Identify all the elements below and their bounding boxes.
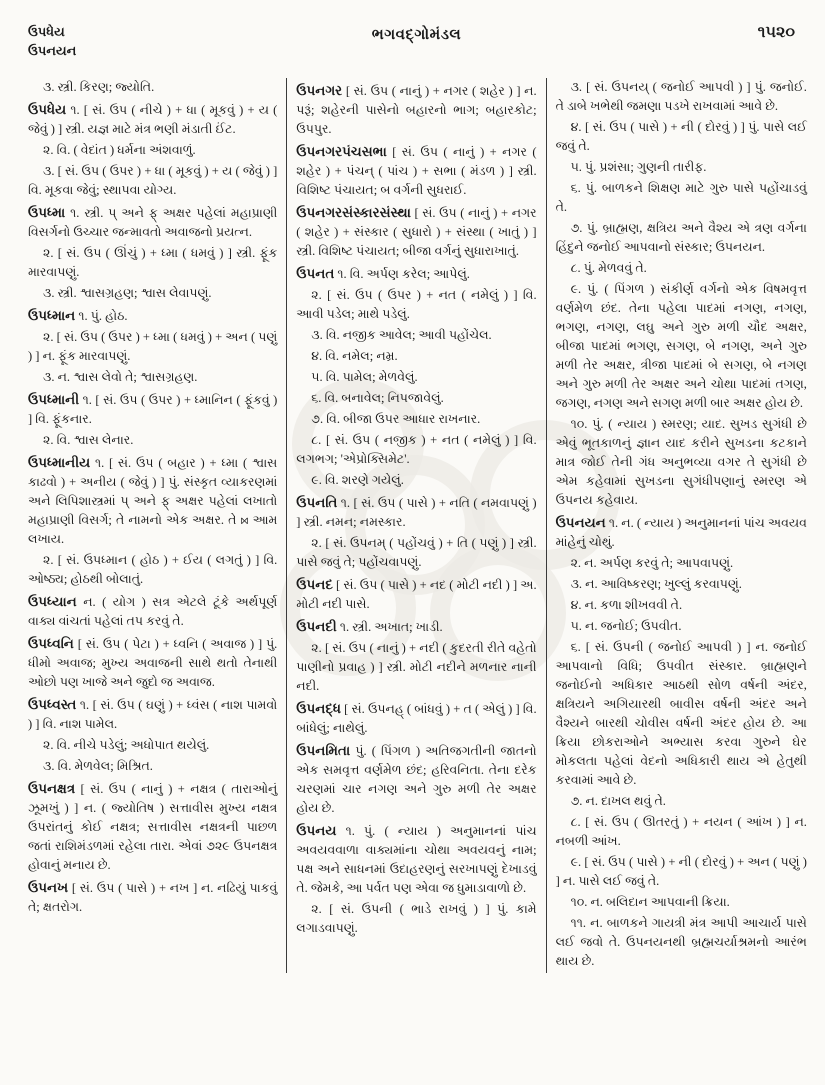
headword: ઉપનગરસંસ્કારસંસ્થા: [296, 205, 411, 220]
column-right: [547, 78, 807, 973]
entry-text: ૧૦. પું. ( ન્યાય ) સ્મરણ; યાદ. સુખડ સુગંધી છે એવું ભૂતકાળનું જ્ઞાન યાદ કરીને સુખડના કટકાને માત્ર જોઈ તેની ગંધ અનુભવ્યા વગર તે સુગંધી છે એમ કહેવામાં સુખડના સુગંધીપણાનું સ્મરણ એ ઉપનય કહેવાય.: [555, 417, 807, 507]
headword: ઉપધ્માની: [28, 392, 80, 407]
headword: ઉપનતિ: [296, 495, 338, 510]
sense-paragraph: [296, 639, 536, 696]
sense-paragraph: [28, 757, 277, 776]
entry-text: ૨. [ સં. ઉપનમ્ ( પહોંચવું ) + તિ ( પણું ) ] સ્ત્રી. પાસે જવું તે; પહોંચવાપણું.: [296, 536, 537, 569]
entry-paragraph: [28, 592, 277, 631]
sense-paragraph: [556, 219, 807, 257]
entry-paragraph: [296, 264, 536, 284]
sense-paragraph: [28, 244, 277, 282]
entry-text: ૮. [ સં. ઉપ ( નજીક ) + નત ( નમેલું ) ] વિ. લગભગ; 'એપ્રોક્સિમેટ'.: [296, 433, 537, 466]
column-left: [26, 78, 286, 973]
entry-text: ૨. [ સં. ઉપ ( નાનું ) + નદી ( કુદરતી રીતે વહેતો પાણીનો પ્રવાહ ) ] સ્ત્રી. મોટી નદીને મળનાર નાની નદી.: [296, 641, 537, 693]
sense-paragraph: [296, 471, 536, 490]
headword: ઉપનયન: [555, 515, 606, 530]
entry-text: ૧. [ સં. ઉપ ( બહાર ) + ધ્મા ( શ્વાસ કાઢવો ) + અનીય ( જેવું ) ] પું. સંસ્કૃત વ્યાકરણમાં અને લિપિશાસ્ત્રમાં પ્ અને ફ્ અક્ષર પહેલાં લખાતો મહાપ્રાણી વિસર્ગ; તે નામનો એક અક્ષર. તે ⋈ આમ લખાય.: [28, 456, 278, 546]
entry-text: ૩. ન. શ્વાસ લેવો તે; શ્વાસગ્રહણ.: [43, 370, 198, 384]
sense-paragraph: [296, 900, 536, 938]
headword: ઉપનગર: [296, 83, 343, 98]
entry-text: ૨. વિ. શ્વાસ લેનાર.: [43, 433, 134, 447]
entry-paragraph: [296, 741, 536, 818]
entry-text: [ સં. ઉપ ( નાનું ) + નક્ષત્ર ( તારાઓનું ઝૂમખું ) ] ન. ( જ્યોતિષ ) સત્તાવીસ મુખ્ય નક્ષત્ર ઉપરાંતનું કોઈ નક્ષત્ર; સત્તાવીસ નક્ષત્રની પાછળ જતાં રાશિમંડળમાં રહેલા તારા. એવાં ૭૨૯ ઉપનક્ષત્ર હોવાનું મનાય છે.: [28, 782, 278, 872]
entry-text: ૧. વિ. અર્પણ કરેલ; આપેલું.: [337, 267, 470, 281]
entry-text: ૬. પું. બાળકને શિક્ષણ માટે ગુરુ પાસે પહોંચાડવું તે.: [555, 181, 807, 214]
entry-paragraph: [28, 390, 277, 429]
entry-text: ૩. વિ. મેળવેલ; મિશ્રિત.: [43, 759, 153, 773]
entry-paragraph: [296, 203, 536, 261]
entry-text: ૮. પું. મેળવવું તે.: [570, 261, 647, 275]
entry-text: ૧૧. ન. બાળકને ગાયત્રી મંત્ર આપી આચાર્ય પાસે લઈ જવો તે. ઉપનયનથી બ્રહ્મચર્યાશ્રમનો આરંભ થાય છે.: [555, 916, 807, 968]
entry-paragraph: [556, 513, 807, 552]
entry-paragraph: [28, 100, 277, 139]
sense-paragraph: [28, 736, 277, 755]
headword: ઉપધ્મા: [28, 205, 66, 220]
sense-paragraph: [556, 853, 807, 891]
sense-paragraph: [556, 78, 807, 116]
headword: ઉપનય: [296, 823, 337, 838]
entry-text: ૩. સ્ત્રી. કિરણ; જ્યોતિ.: [43, 80, 155, 94]
entry-text: ૭. વિ. બીજા ઉપર આધાર રાખનાર.: [311, 412, 481, 426]
sense-paragraph: [556, 617, 807, 636]
running-head-first-word: ઉપધેય: [28, 24, 65, 39]
sense-paragraph: [28, 551, 277, 589]
sense-paragraph: [556, 575, 807, 594]
entry-text: ૧. પું. ( ન્યાય ) અનુમાનનાં પાંચ અવયવવાળા વાક્યમાંના ચોથા અવયવનું નામ; પક્ષ અને સાધનમાં ઉદાહરણનું સરખાપણું દેખાડવું તે. જેમકે, આ પર્વત પણ એવા જ ધુમાડાવાળો છે.: [296, 824, 537, 895]
sense-paragraph: [556, 638, 807, 790]
sense-paragraph: [28, 78, 277, 97]
entry-text: [ સં. ઉપ ( પેટા ) + ધ્વનિ ( અવાજ ) ] પું. ધીમો અવાજ; મુખ્ય અવાજની સાથે થતો તેનાથી ઓછો પણ ખાજે અને જુદો જ અવાજ.: [28, 637, 278, 689]
sense-paragraph: [296, 286, 536, 324]
sense-paragraph: [556, 158, 807, 177]
sense-paragraph: [296, 431, 536, 469]
entry-paragraph: [28, 634, 277, 692]
sense-paragraph: [556, 415, 807, 510]
entry-text: [ સં. ઉપનહ્ ( બાંધવું ) + ત ( એલું ) ] વિ. બાંધેલું; નાથેલું.: [296, 702, 537, 735]
entry-text: ૬. [ સં. ઉપની ( જનોઈ આપવી ) ] ન. જનોઈ આપવાનો વિધિ; ઉપવીત સંસ્કાર. બ્રાહ્મણને જનોઈનો અધિકાર આઠથી સોળ વર્ષની અંદર, ક્ષત્રિયને અગિયારથી બાવીસ વર્ષની અંદર અને વૈશ્યને બારથી ચોવીસ વર્ષની અંદર હોય છે. આ ક્રિયા છોકરાઓને અભ્યાસ કરવા ગુરુને ઘેર મોકલતા પહેલાં વેદનો અધિકારી થાય એ હેતુથી કરવામાં આવે છે.: [555, 640, 807, 787]
headword: ઉપનખ: [28, 880, 69, 895]
entry-text: ૨. [ સં. ઉપ ( ઉપર ) + નત ( નમેલું ) ] વિ. આવી પડેલ; માથે પડેલું.: [296, 288, 537, 321]
sense-paragraph: [556, 893, 807, 912]
sense-paragraph: [556, 914, 807, 971]
sense-paragraph: [556, 259, 807, 278]
dictionary-columns: [26, 78, 807, 973]
entry-text: ૨. ન. અર્પણ કરવું તે; આપવાપણું.: [570, 556, 734, 570]
sense-paragraph: [296, 389, 536, 408]
headword: ઉપનક્ષત્ર: [28, 781, 76, 796]
entry-paragraph: [296, 617, 536, 637]
entry-text: ૯. પું. ( પિંગળ ) સંકીર્ણ વર્ગનો એક વિષમવૃત્ત વર્ણમેળ છંદ. તેના પહેલા પાદમાં નગણ, નગણ, ભગણ, નગણ, લઘુ અને ગુરુ મળી ચૌદ અક્ષર, બીજા પાદમાં ભગણ, સગણ, બે નગણ, અને ગુરુ મળી તેર અક્ષર, ત્રીજા પાદમાં બે સગણ, બે નગણ અને ગુરુ મળી તેર અક્ષર અને ચોથા પાદમાં તગણ, જગણ, નગણ અને સગણ મળી બાર અક્ષર હોય છે.: [555, 282, 807, 410]
entry-paragraph: [28, 453, 277, 549]
page-title: ભગવદ્ગોમંડલ: [371, 27, 462, 43]
entry-paragraph: [296, 81, 536, 139]
entry-text: ૧. સ્ત્રી. પ્ અને ફ્ અક્ષર પહેલાં મહાપ્રાણી વિસર્ગનો ઉચ્ચાર જન્માવતો અવાજનો પ્રયત્ન.: [28, 206, 278, 239]
sense-paragraph: [296, 368, 536, 387]
entry-text: ૧. ન. ( ન્યાય ) અનુમાનનાં પાંચ અવયવ માંહેનું ચોથું.: [555, 516, 807, 549]
page-number: ૧૫૨૦: [757, 24, 795, 41]
sense-paragraph: [28, 328, 277, 366]
entry-text: ૨. [ સં. ઉપ ( ઊંચું ) + ધ્મા ( ધમવું ) ] સ્ત્રી. ફૂંક મારવાપણું.: [28, 246, 278, 279]
headword: ઉપનમિતા: [296, 743, 351, 758]
entry-text: ૨. [ સં. ઉપ ( ઉપર ) + ધ્મા ( ધમવું ) + અન ( પણું ) ] ન. ફૂંક મારવાપણું.: [28, 330, 278, 363]
entry-paragraph: [28, 779, 277, 875]
headword: ઉપધ્માન: [28, 308, 76, 323]
headword: ઉપધેય: [28, 102, 67, 117]
headword: ઉપધ્માનીય: [28, 455, 91, 470]
entry-text: ૨. વિ. નીચે પડેલું; અધોપાત થયેલું.: [43, 738, 210, 752]
sense-paragraph: [296, 534, 536, 572]
entry-paragraph: [296, 142, 536, 200]
entry-text: ૯. વિ. શરણે ગયેલું.: [311, 473, 404, 487]
entry-text: ૩. ન. આવિષ્કરણ; ખુલ્લું કરવાપણું.: [570, 577, 742, 591]
entry-text: ન. ( યોગ ) સત્ર એટલે ટૂંકે અર્થપૂર્ણ વાક્ય વાંચતાં પહેલાં તપ કરવું તે.: [28, 595, 278, 628]
entry-text: ૪. [ સં. ઉપ ( પાસે ) + ની ( દોરવું ) ] પું. પાસે લઈ જવું તે.: [555, 120, 807, 153]
headword: ઉપધ્વસ્ત: [28, 697, 77, 712]
headword: ઉપનદ્ધ: [296, 701, 341, 716]
entry-text: ૭. પું. બ્રાહ્મણ, ક્ષત્રિય અને વૈશ્ય એ ત્રણ વર્ગના હિંદુને જનોઈ આપવાનો સંસ્કાર; ઉપનયન.: [555, 221, 807, 254]
headword: ઉપનગરપંચસભા: [296, 144, 387, 159]
sense-paragraph: [556, 596, 807, 615]
entry-paragraph: [296, 699, 536, 738]
entry-text: ૨. વિ. ( વેદાંત ) ધર્મના અંશવાળું.: [43, 143, 196, 157]
sense-paragraph: [556, 554, 807, 573]
entry-text: પું. ( પિંગળ ) અતિજગતીની જાતનો એક સમવૃત્ત વર્ણમેળ છંદ; હરિવનિતા. તેના દરેક ચરણમાં ચાર નગણ અને ગુરુ મળી તેર અક્ષર હોય છે.: [296, 744, 537, 815]
entry-text: ૫. પું. પ્રશંસા; ગુણની તારીફ.: [570, 160, 707, 174]
entry-text: ૪. વિ. નમેલ; નમ્ર.: [311, 349, 398, 363]
sense-paragraph: [556, 118, 807, 156]
entry-text: ૫. ન. જનોઈ; ઉપવીત.: [570, 619, 682, 633]
entry-text: ૨. [ સં. ઉપધ્માન ( હોઠ ) + ઈય ( લગતું ) ] વિ. ઓષ્ઠ્ય; હોઠથી બોલાતું.: [28, 553, 278, 586]
entry-text: [ સં. ઉપ ( પાસે ) + નદ ( મોટી નદી ) ] અ. મોટી નદી પાસે.: [296, 578, 537, 611]
entry-text: [ સં. ઉપ ( પાસે ) + નખ ] ન. નઢિયું પાકવું તે; ક્ષતરોગ.: [28, 881, 278, 914]
headword: ઉપનત: [296, 266, 335, 281]
entry-text: [ સં. ઉપ ( નાનું ) + નગર ( શહેર ) + સંસ્કાર ( સુધારો ) + સંસ્થા ( ખાતું ) ] સ્ત્રી. વિશિષ્ટ પંચાયત; બીજા વર્ગનું સુધારાખાતું.: [296, 206, 537, 258]
sense-paragraph: [28, 284, 277, 303]
entry-text: [ સં. ઉપ ( નાનું ) + નગર ( શહેર ) ] ન. પરૂં; શહેરની પાસેનો બહારનો ભાગ; બહારકોટ; ઉપપુર.: [296, 84, 537, 136]
sense-paragraph: [556, 792, 807, 811]
entry-text: ૧. [ સં. ઉપ ( ઉપર ) + ધ્માનિન ( ફૂંકવું ) ] વિ. ફૂંકનાર.: [28, 393, 278, 426]
sense-paragraph: [296, 347, 536, 366]
entry-text: ૨. [ સં. ઉપની ( ભાડે રાખવું ) ] પું. કામે લગાડવાપણું.: [296, 902, 537, 935]
headword: ઉપનદ: [296, 577, 333, 592]
running-head-last-word: ઉપનયન: [28, 43, 77, 58]
entry-text: ૮. [ સં. ઉપ ( ઊતરતું ) + નયન ( આંખ ) ] ન. નબળી આંખ.: [555, 815, 807, 848]
sense-paragraph: [556, 179, 807, 217]
sense-paragraph: [28, 431, 277, 450]
column-middle: [286, 78, 546, 973]
headword: ઉપધ્વનિ: [28, 636, 74, 651]
sense-paragraph: [556, 813, 807, 851]
sense-paragraph: [556, 280, 807, 413]
entry-text: ૩. [ સં. ઉપ ( ઉપર ) + ધા ( મૂકવું ) + ય ( જેવું ) ] વિ. મૂકવા જેવું; સ્થાપવા યોગ્ય.: [28, 164, 278, 197]
entry-text: ૭. ન. દાખલ થવું તે.: [570, 794, 666, 808]
entry-paragraph: [28, 878, 277, 917]
entry-text: ૩. વિ. નજીક આવેલ; આવી પહોંચેલ.: [311, 328, 492, 342]
entry-paragraph: [28, 203, 277, 242]
entry-text: ૧. [ સં. ઉપ ( નીચે ) + ધા ( મૂકવું ) + ય ( જેવું ) ] સ્ત્રી. યજ્ઞ માટે મંત્ર ભણી મંડાતી ઈંટ.: [28, 103, 278, 136]
entry-text: ૧૦. ન. બલિદાન આપવાની ક્રિયા.: [570, 895, 730, 909]
entry-text: ૩. [ સં. ઉપનય્ ( જનોઈ આપવી ) ] પું. જનોઈ. તે ડાબે ખભેથી જમણા પડખે રાખવામાં આવે છે.: [555, 80, 807, 113]
entry-text: ૧. [ સં. ઉપ ( પાસે ) + નતિ ( નમવાપણું ) ] સ્ત્રી. નમન; નમસ્કાર.: [296, 496, 537, 529]
entry-text: [ સં. ઉપ ( નાનું ) + નગર ( શહેર ) + પંચન્ ( પાંચ ) + સભા ( મંડળ ) ] સ્ત્રી. વિશિષ્ટ પંચાયત; બ વર્ગની સુધરાઈ.: [296, 145, 537, 197]
sense-paragraph: [28, 368, 277, 387]
entry-text: ૩. સ્ત્રી. શ્વાસગ્રહણ; શ્વાસ લેવાપણું.: [43, 286, 212, 300]
sense-paragraph: [28, 162, 277, 200]
entry-text: ૬. વિ. બનાવેલ; નિપજાવેલું.: [311, 391, 444, 405]
entry-paragraph: [296, 493, 536, 532]
sense-paragraph: [296, 410, 536, 429]
entry-text: ૧. [ સં. ઉપ ( ઘણું ) + ધ્વંસ ( નાશ પામવો ) ] વિ. નાશ પામેલ.: [28, 698, 278, 731]
entry-text: ૫. વિ. પામેલ; મેળવેલું.: [311, 370, 418, 384]
entry-text: ૧. સ્ત્રી. અખાત; ખાડી.: [339, 620, 443, 634]
entry-paragraph: [296, 821, 536, 898]
entry-text: ૪. ન. કળા શીખવવી તે.: [570, 598, 683, 612]
sense-paragraph: [28, 141, 277, 160]
entry-paragraph: [28, 695, 277, 734]
headword: ઉપધ્યાન: [28, 594, 77, 609]
entry-paragraph: [296, 575, 536, 614]
headword: ઉપનદી: [296, 619, 337, 634]
sense-paragraph: [296, 326, 536, 345]
entry-paragraph: [28, 306, 277, 326]
entry-text: ૯. [ સં. ઉપ ( પાસે ) + ની ( દોરવું ) + અન ( પણું ) ] ન. પાસે લઈ જવું તે.: [555, 855, 807, 888]
page-header: [26, 22, 807, 70]
entry-text: ૧. પું. હોઠ.: [78, 309, 128, 323]
